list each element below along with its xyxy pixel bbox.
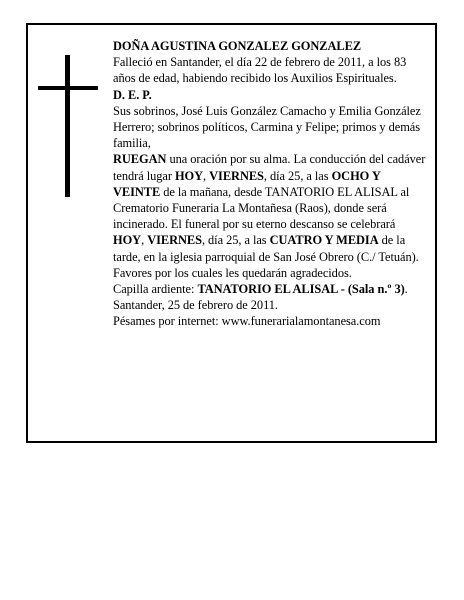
death-details: Falleció en Santander, el día 22 de febrero de 2011, a los 83 años de edad, habiendo recibido los Auxilios Espirituales. (113, 55, 407, 86)
hoy-word-1: HOY (174, 168, 204, 183)
ceremony-text-4: , día 25, a las (201, 233, 270, 248)
ceremony-text-5: de la tarde, en la iglesia parroquial de San José Obrero (C./ Tetuán). Favores por los cuales les quedarán agradecidos. (113, 233, 419, 280)
cross-icon (38, 55, 98, 197)
ceremony-text-2: , día 25, a las (263, 168, 332, 183)
cremation-time: OCHO Y VEINTE (113, 168, 381, 199)
family-line: Sus sobrinos, José Luis González Camacho y Emilia González Herrero; sobrinos políticos, Carmina y Felipe; primos y demás familia, (113, 103, 421, 151)
comma-1: , (203, 168, 210, 183)
dep-line: D. E. P. (113, 87, 152, 102)
chapel-line (113, 281, 429, 297)
comma-2: , (141, 233, 148, 248)
ceremony-paragraph (113, 151, 429, 281)
hoy-word-2: HOY (113, 233, 142, 248)
chapel-label: Capilla ardiente: (113, 282, 198, 297)
ruegan-word: RUEGAN (113, 152, 167, 167)
notice-date: Santander, 25 de febrero de 2011. (113, 298, 278, 313)
chapel-value: TANATORIO EL ALISAL - (Sala n.º 3) (197, 282, 405, 297)
deceased-name: DOÑA AGUSTINA GONZALEZ GONZALEZ (113, 39, 362, 53)
cross-horizontal-bar (38, 86, 98, 90)
obituary-text (113, 38, 429, 330)
viernes-word-1: VIERNES (209, 168, 264, 183)
ceremony-text-1: una oración por su alma. La conducción del cadáver tendrá lugar (113, 152, 426, 183)
cross-vertical-bar (65, 55, 70, 197)
viernes-word-2: VIERNES (147, 233, 202, 248)
condolences-line: Pésames por internet: www.funerarialamontanesa.com (113, 314, 381, 329)
chapel-end: . (404, 282, 408, 297)
funeral-time: CUATRO Y MEDIA (269, 233, 379, 248)
ceremony-text-3: de la mañana, desde TANATORIO EL ALISAL al Crematorio Funeraria La Montañesa (Raos), donde será incinerado. El funeral por su eterno descanso se celebrará (113, 184, 410, 232)
